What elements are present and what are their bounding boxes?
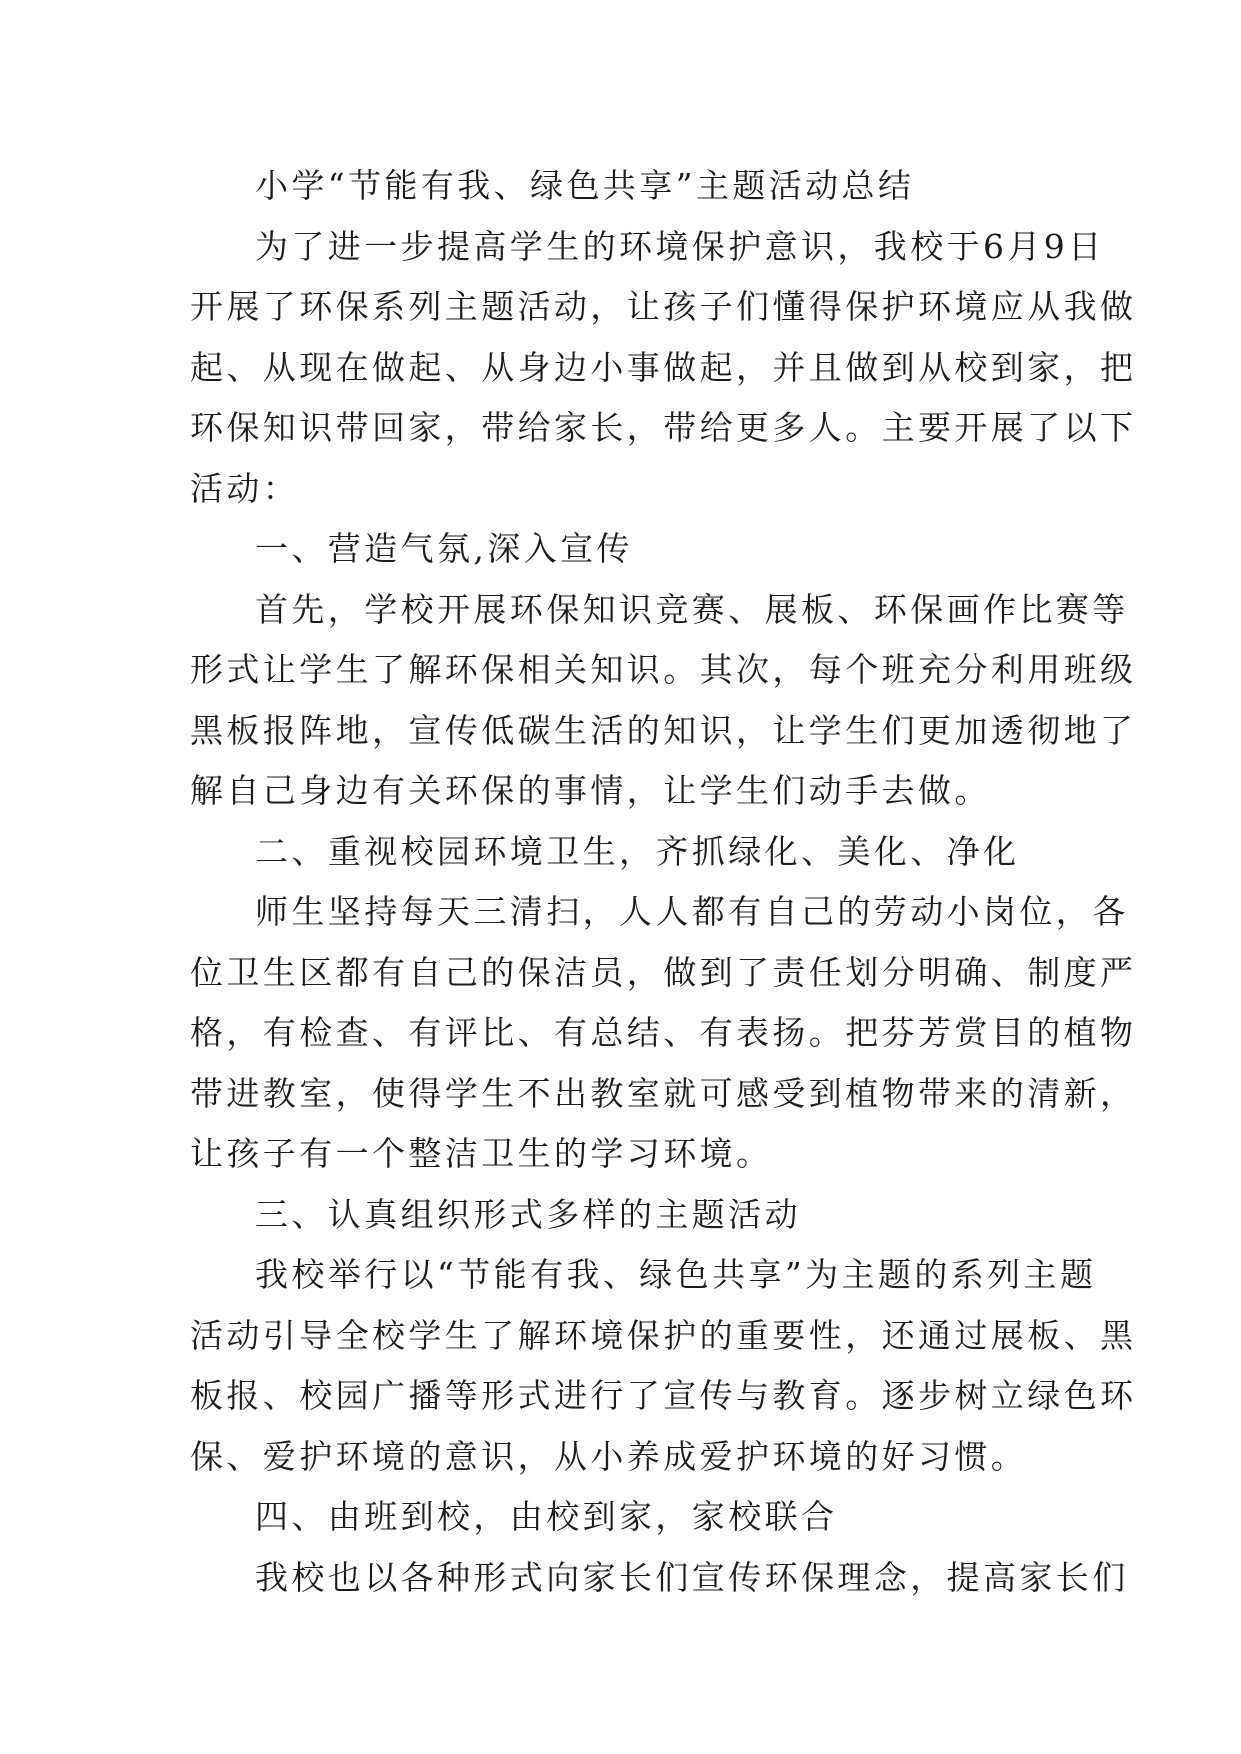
body-line: 形式让学生了解环保相关知识。其次，每个班充分利用班级: [190, 650, 1137, 689]
body-line: 我校也以各种形式向家长们宣传环保理念，提高家长们: [255, 1557, 1129, 1597]
body-line: 带进教室，使得学生不出教室就可感受到植物带来的清新，: [190, 1073, 1137, 1113]
body-line: 起、从现在做起、从身边小事做起，并且做到从校到家，把: [190, 347, 1137, 387]
document-title: 小学“节能有我、绿色共享”主题活动总结: [255, 166, 915, 205]
body-line: 师生坚持每天三清扫，人人都有自己的劳动小岗位，各: [255, 892, 1129, 931]
body-line: 为了进一步提高学生的环境保护意识，我校于6月9日: [255, 226, 1105, 266]
section-heading: 一、营造气氛,深入宣传: [255, 529, 633, 568]
body-line: 我校举行以“节能有我、绿色共享”为主题的系列主题: [255, 1255, 1097, 1294]
body-line: 环保知识带回家，带给家长，带给更多人。主要开展了以下: [190, 408, 1137, 447]
body-line: 黑板报阵地，宣传低碳生活的知识，让学生们更加透彻地了: [190, 710, 1137, 750]
body-line: 活动引导全校学生了解环境保护的重要性，还通过展板、黑: [190, 1315, 1137, 1355]
body-line: 板报、校园广播等形式进行了宣传与教育。逐步树立绿色环: [190, 1376, 1137, 1415]
body-line: 格，有检查、有评比、有总结、有表扬。把芬芳赏目的植物: [190, 1013, 1137, 1052]
body-line: 活动：: [190, 468, 300, 508]
section-heading: 三、认真组织形式多样的主题活动: [255, 1194, 801, 1234]
section-heading: 二、重视校园环境卫生，齐抓绿化、美化、净化: [255, 831, 1020, 871]
body-line: 开展了环保系列主题活动，让孩子们懂得保护环境应从我做: [190, 287, 1137, 326]
body-line: 首先，学校开展环保知识竞赛、展板、环保画作比赛等: [255, 589, 1129, 629]
document-body: [190, 156, 1137, 1608]
body-line: 位卫生区都有自己的保洁员，做到了责任划分明确、制度严: [190, 952, 1137, 992]
section-heading: 四、由班到校，由校到家，家校联合: [255, 1497, 838, 1536]
body-line: 保、爱护环境的意识，从小养成爱护环境的好习惯。: [190, 1436, 1028, 1476]
body-line: 解自己身边有关环保的事情，让学生们动手去做。: [190, 771, 991, 810]
body-line: 让孩子有一个整洁卫生的学习环境。: [190, 1134, 773, 1173]
